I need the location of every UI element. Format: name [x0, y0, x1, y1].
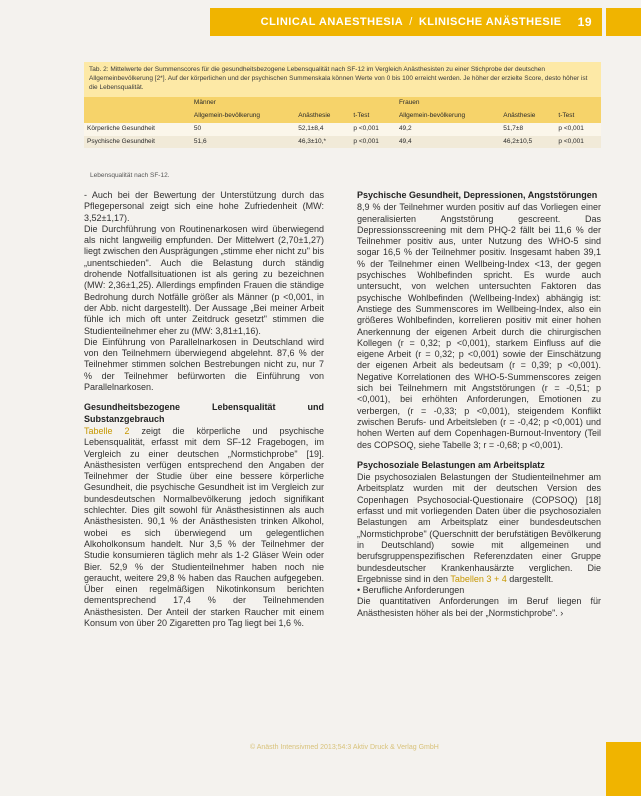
- paragraph: [84, 426, 324, 629]
- header-separator: /: [409, 16, 413, 28]
- paragraph: Die Durchführung von Routinenarkosen wird überwiegend als nicht langweilig empfunden. Der Mittelwert (2,70±1,27) liegt zwischen den Ausprägungen „stimme eher nicht zu" bis „unentschieden". Auch die Belastung durch ständig drohende Notfallsituationen ist als gering zu bezeichnen (MW: 2,36±1,25). Allerdings empfinden Frauen die ständige Bedrohung durch Notfälle größer als Männer (p <0,001, in der Abb. nicht dargestellt). Der Aussage „Bei meiner Arbeit fühle ich mich oft unter Zeitdruck gesetzt" stimmen die Studienteilnehmer eher zu (MW: 3,81±1,16).: [84, 223, 324, 336]
- section-title-de: KLINISCHE ANÄSTHESIE: [418, 16, 562, 28]
- paragraph: - Auch bei der Bewertung der Unterstützung durch das Pflegepersonal zeigt sich eine hohe Zufriedenheit (MW: 3,52±1,17).: [84, 190, 324, 223]
- paragraph: Die Einführung von Parallelnarkosen in Deutschland wird von den Teilnehmern überwiegend abgelehnt. 87,6 % der Teilnehmer stimmen solchen Bestrebungen nicht zu, nur 7 % der Teilnehmer befürworten die Einführung von Parallelnarkosen.: [84, 336, 324, 393]
- header-men: Männer: [191, 97, 295, 110]
- cell: 49,2: [396, 123, 500, 136]
- header-women: Frauen: [396, 97, 500, 110]
- header-general-women: Allgemein-bevölkerung: [396, 110, 500, 123]
- table-subheader-row: [84, 110, 601, 123]
- table-caption: Tab. 2: Mittelwerte der Summenscores für die gesundheitsbezogene Lebensqualität nach SF-12 im Vergleich Anästhesisten zu einer Stichprobe der deutschen Allgemeinbevölkerung [2*]. Auf der körperlichen und der psychischen Summenskala können Werte von 0 bis 100 erreicht werden. Je höher der erzielte Score, desto höher ist die Lebensqualität.: [89, 66, 588, 91]
- table-row: [84, 123, 601, 136]
- edge-tab-top: [606, 8, 641, 36]
- section-header-bar: [210, 8, 602, 36]
- header-empty: [84, 97, 191, 110]
- cell: 46,3±10,*: [295, 136, 350, 149]
- header-general-men: Allgemein-bevölkerung: [191, 110, 295, 123]
- footer-copyright: © Anästh Intensivmed 2013;54:3 Aktiv Druck & Verlag GmbH: [250, 744, 439, 751]
- header-ttest-women: t-Test: [555, 110, 601, 123]
- right-column: [357, 190, 601, 619]
- cell: 46,2±10,5: [500, 136, 555, 149]
- results-table-block: [84, 62, 601, 148]
- tables-3-4-link[interactable]: Tabellen 3 + 4: [450, 573, 507, 584]
- cell: p <0,001: [555, 136, 601, 149]
- row-label: Körperliche Gesundheit: [84, 123, 191, 136]
- cell: p <0,001: [350, 136, 396, 149]
- cell: 52,1±8,4: [295, 123, 350, 136]
- cell: 50: [191, 123, 295, 136]
- table-header-row: [84, 97, 601, 110]
- header-anaesthesia-women: Anästhesie: [500, 110, 555, 123]
- section-heading: Psychosoziale Belastungen am Arbeitsplatz: [357, 459, 545, 470]
- paragraph: Die quantitativen Anforderungen im Beruf liegen für Anästhesisten höher als bei der „Normstichprobe". ›: [357, 596, 601, 618]
- table-2-link[interactable]: Tabelle 2: [84, 425, 130, 436]
- cell: p <0,001: [350, 123, 396, 136]
- table-footnote: Lebensqualität nach SF-12.: [90, 172, 170, 179]
- section-heading: Gesundheitsbezogene Lebensqualität und Substanzgebrauch: [84, 402, 324, 424]
- results-table: [84, 97, 601, 148]
- section-title-en: CLINICAL ANAESTHESIA: [260, 16, 404, 28]
- cell: 51,6: [191, 136, 295, 149]
- paragraph-text: dargestellt.: [506, 573, 554, 584]
- bullet-item: • Berufliche Anforderungen: [357, 585, 601, 596]
- left-column: [84, 190, 324, 629]
- edge-tab-bottom: [606, 742, 641, 796]
- page-number: 19: [577, 15, 592, 29]
- row-label: Psychische Gesundheit: [84, 136, 191, 149]
- paragraph: [357, 472, 601, 585]
- section-heading: Psychische Gesundheit, Depressionen, Angststörungen: [357, 190, 598, 200]
- header-anaesthesia-men: Anästhesie: [295, 110, 350, 123]
- cell: 51,7±8: [500, 123, 555, 136]
- cell: p <0,001: [555, 123, 601, 136]
- cell: 49,4: [396, 136, 500, 149]
- paragraph-text: zeigt die körperliche und psychische Lebensqualität, erfasst mit dem SF-12 Fragebogen, im Vergleich zu einer deutschen „Normstichprobe" [19]. Anästhesisten verfügen entsprechend den Angaben der Teilnehmer der Studie über eine bessere körperliche Gesundheit, die psychische Gesundheit ist im Vergleich zur bundesdeutschen Normalbevölkerung jedoch signifikant schlechter. Dies gilt sowohl für Anästhesistinnen als auch Anästhesisten. 90,1 % der Anästhesisten trinken Alkohol, wobei es sich überwiegend um gelegentlichen Alkoholkonsum handelt. Nur 3,5 % der Teilnehmer der Studie konsumieren täglich mehr als 1-2 Gläser Wein oder Bier. 52,9 % der Studienteilnehmer haben noch nie geraucht, weitere 29,8 % haben das Rauchen aufgegeben. Über einen regelmäßigen Nikotinkonsum berichten dementsprechend 17,4 % der Teilnehmenden Anästhesisten. Der Anteil der starken Raucher mit einem Konsum von über 20 Zigaretten pro Tag liegt bei 1,6 %.: [84, 425, 324, 628]
- paragraph-text: Die psychosozialen Belastungen der Studienteilnehmer am Arbeitsplatz wurden mit der deutschen Version des Copenhagen Psychosocial-Questionaire (COPSOQ) [18] erfasst und mit vorliegenden Daten über die psychosozialen Belastungen am Arbeitsplatz einer bundesdeutschen „Normstichprobe" (Querschnitt der berufstätigen Bevölkerung in Deutschland) sowie mit allgemeinen und berufsgruppenspezifischen Referenzdaten einer Gruppe bundesdeutscher Krankenhausärzte verglichen. Die Ergebnisse sind in den: [357, 472, 601, 584]
- header-ttest-men: t-Test: [350, 110, 396, 123]
- paragraph: 8,9 % der Teilnehmer wurden positiv auf das Vorliegen einer generalisierten Angststörung gescreent. Das Depressionsscreening mit dem PHQ-2 fällt bei 11,6 % der Teilnehmer positiv aus, unter Nutzung des WHO-5 sind sogar 16,5 % der Teilnehmer positiv. Insgesamt haben 39,1 % der Teilnehmer einen Wellbeing-Index <13, der gegen psychisches Wohlbefinden spricht. Es wurde auch untersucht, von welchen untersuchten Faktoren das psychische Wohlbefinden (Wellbeing-Index) abhängig ist: Anstiege des Summenscores im Wellbeing-Index, also ein größeres Wohlbefinden, korrelieren positiv mit einer hohen Anerkennung der eigenen Arbeit durch die chirurgischen Kollegen (r = 0,32; p <0,001), starkem Einfluss auf die eigene Arbeit (r = 0,32; p <0,001) sowie der Einschätzung der eigenen Arbeit als bedeutsam (r = 0,39; p <0,001). Negative Korrelationen des WHO-5-Summenscores zeigen sich bei Teilnehmern mit Angststörungen (r = -0,51; p <0,001), bei erhöhten Anforderungen, Emotionen zu verbergen, (r = -0,33; p <0,001), steigendem Konflikt zwischen Berufs- und Arbeitsleben (r = -0,42; p <0,001) und hohen Werten auf dem Copenhagen-Burnout-Inventory (Teil des COPSOQ, siehe Tabelle 3; r = -0,68; p <0,001).: [357, 202, 601, 450]
- table-row: [84, 136, 601, 149]
